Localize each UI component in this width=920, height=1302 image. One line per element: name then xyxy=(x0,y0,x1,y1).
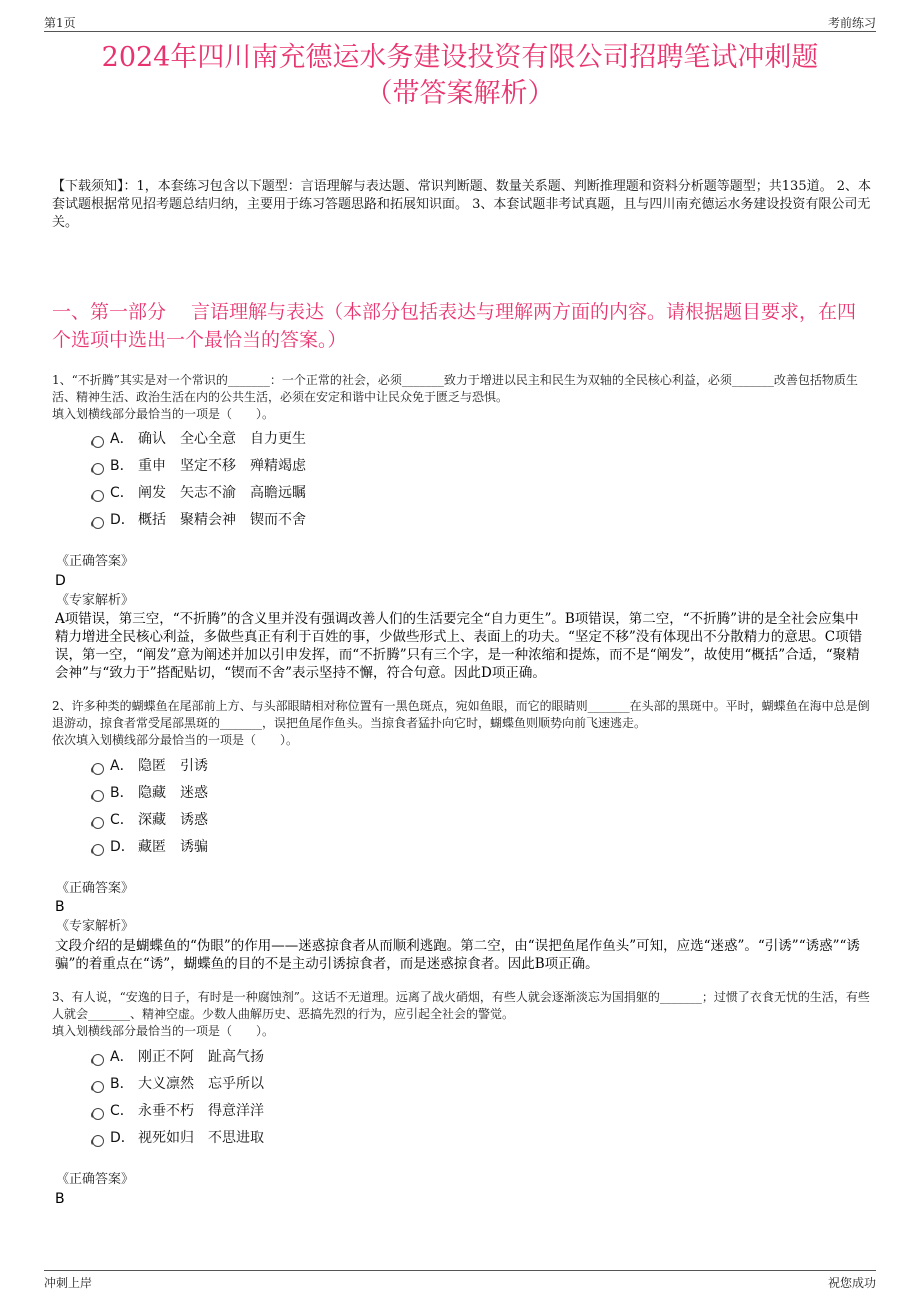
option-d[interactable]: D． 视死如归 不思进取 xyxy=(92,1125,492,1152)
question-prompt: 填入划横线部分最恰当的一项是（ ）。 xyxy=(52,407,275,421)
page-header xyxy=(44,14,876,32)
option-c[interactable]: C． 深藏 诱惑 xyxy=(92,807,492,834)
footer-left-label: 冲刺上岸 xyxy=(44,1276,93,1290)
option-b[interactable]: B． 大义凛然 忘乎所以 xyxy=(92,1071,492,1098)
question-prompt: 填入划横线部分最恰当的一项是（ ）。 xyxy=(52,1024,275,1038)
radio-icon[interactable] xyxy=(92,790,104,802)
analysis-label: 《专家解析》 xyxy=(56,919,135,934)
option-d[interactable]: D． 藏匿 诱骗 xyxy=(92,834,492,861)
radio-icon[interactable] xyxy=(92,817,104,829)
answer-label: 《正确答案》 xyxy=(56,1172,135,1187)
radio-icon[interactable] xyxy=(92,844,104,856)
question-1 xyxy=(52,372,872,423)
question-stem: 2、许多种类的蝴蝶鱼在尾部前上方、与头部眼睛相对称位置有一黑色斑点，宛如鱼眼，而它的眼睛则_______在头部的黑斑中。平时，蝴蝶鱼在海中总是倒退游动，掠食者常受尾部黑斑的_______，误把鱼尾作鱼头。当掠食者猛扑向它时，蝴蝶鱼则顺势向前飞速逃走。 xyxy=(52,699,870,730)
answer-label: 《正确答案》 xyxy=(56,554,135,569)
analysis-label: 《专家解析》 xyxy=(56,593,135,608)
radio-icon[interactable] xyxy=(92,1054,104,1066)
question-stem: 1、“不折腾”其实是对一个常识的_______：一个正常的社会，必须_______致力于增进以民主和民生为双轴的全民核心利益，必须_______改善包括物质生活、精神生活、政治生活在内的公共生活，必须在安定和谐中让民众免于匮乏与恐惧。 xyxy=(52,373,858,404)
radio-icon[interactable] xyxy=(92,436,104,448)
question-stem: 3、有人说，“安逸的日子，有时是一种腐蚀剂”。这话不无道理。远离了战火硝烟，有些人就会逐渐淡忘为国捐躯的_______；过惯了衣食无忧的生活，有些人就会_______、精神空虚。少数人曲解历史、恶搞先烈的行为，应引起全社会的警觉。 xyxy=(52,990,870,1021)
option-b[interactable]: B． 重申 坚定不移 殚精竭虑 xyxy=(92,453,492,480)
download-notice: 【下载须知】：1，本套练习包含以下题型：言语理解与表达题、常识判断题、数量关系题、判断推理题和资料分析题等题型；共135道。 2、本套试题根据常见招考题总结归纳，主要用于练习答题思路和拓展知识面。 3、本套试题非考试真题，且与四川南充德运水务建设投资有限公司无关。 xyxy=(52,179,871,230)
header-label: 考前练习 xyxy=(827,16,876,30)
section-heading: 一、第一部分 言语理解与表达（本部分包括表达与理解两方面的内容。请根据题目要求，在四个选项中选出一个最恰当的答案。） xyxy=(52,301,857,351)
option-b[interactable]: B． 隐藏 迷惑 xyxy=(92,780,492,807)
analysis-text: 文段介绍的是蝴蝶鱼的“伪眼”的作用——迷惑掠食者从而顺利逃跑。第二空，由“误把鱼尾作鱼头”可知，应选“迷惑”。“引诱”“诱惑”“诱骗”的着重点在“诱”，蝴蝶鱼的目的不是主动引诱掠食者，而是迷惑掠食者。因此B项正确。 xyxy=(55,938,860,972)
radio-icon[interactable] xyxy=(92,763,104,775)
option-d[interactable]: D． 概括 聚精会神 锲而不舍 xyxy=(92,507,492,534)
document-title xyxy=(40,40,880,112)
radio-icon[interactable] xyxy=(92,1108,104,1120)
answer-value: D xyxy=(55,573,66,589)
radio-icon[interactable] xyxy=(92,490,104,502)
title-line-2: （带答案解析） xyxy=(365,78,555,109)
option-c[interactable]: C． 永垂不朽 得意洋洋 xyxy=(92,1098,492,1125)
radio-icon[interactable] xyxy=(92,1081,104,1093)
radio-icon[interactable] xyxy=(92,463,104,475)
page-number: 第1页 xyxy=(44,16,76,30)
options-q1 xyxy=(92,426,492,534)
answer-value: B xyxy=(55,899,65,915)
analysis-text: A项错误，第三空，“不折腾”的含义里并没有强调改善人们的生活要完全“自力更生”。B项错误，第二空，“不折腾”讲的是全社会应集中精力增进全民核心利益，多做些真正有利于百姓的事，少做些形式上、表面上的功夫。“坚定不移”没有体现出不分散精力的意思。C项错误，第一空，“阐发”意为阐述并加以引申发挥，而“不折腾”只有三个字，是一种浓缩和提炼，而不是“阐发”，故使用“概括”合适，“聚精会神”与“致力于”搭配贴切，“锲而不舍”表示坚持不懈，符合句意。因此D项正确。 xyxy=(55,611,863,681)
question-prompt: 依次填入划横线部分最恰当的一项是（ ）。 xyxy=(52,733,299,747)
question-2 xyxy=(52,698,872,749)
radio-icon[interactable] xyxy=(92,517,104,529)
option-c[interactable]: C． 阐发 矢志不渝 高瞻远瞩 xyxy=(92,480,492,507)
options-q2 xyxy=(92,753,492,861)
answer-value: B xyxy=(55,1191,65,1207)
radio-icon[interactable] xyxy=(92,1135,104,1147)
title-line-1: 2024年四川南充德运水务建设投资有限公司招聘笔试冲刺题 xyxy=(101,42,819,73)
page-footer xyxy=(44,1270,876,1290)
option-a[interactable]: A． 隐匿 引诱 xyxy=(92,753,492,780)
option-a[interactable]: A． 确认 全心全意 自力更生 xyxy=(92,426,492,453)
options-q3 xyxy=(92,1044,492,1152)
answer-label: 《正确答案》 xyxy=(56,881,135,896)
question-3 xyxy=(52,989,872,1040)
option-a[interactable]: A． 刚正不阿 趾高气扬 xyxy=(92,1044,492,1071)
footer-right-label: 祝您成功 xyxy=(827,1276,876,1290)
